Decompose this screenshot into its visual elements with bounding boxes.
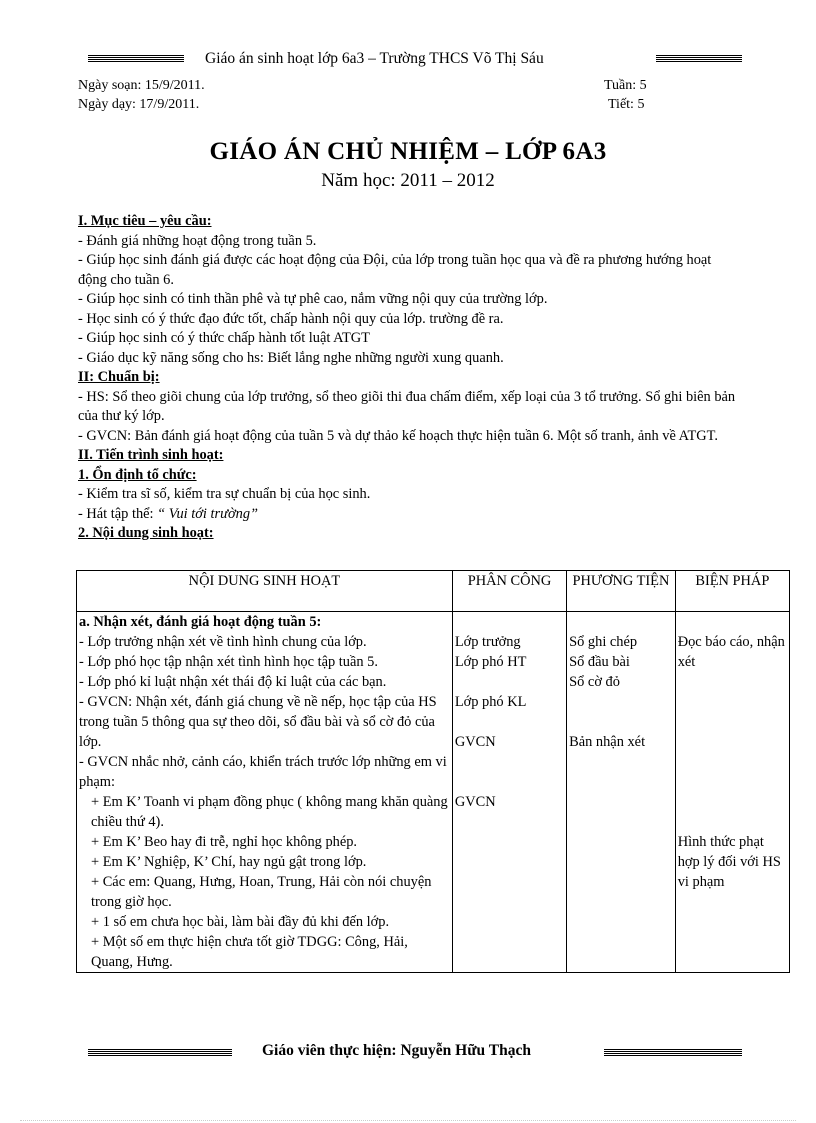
header-means: PHƯƠNG TIỆN	[567, 571, 676, 612]
organize-heading: 1. Ổn định tổ chức:	[78, 466, 197, 483]
header-content: NỘI DUNG SINH HOẠT	[77, 571, 453, 612]
period-number: Tiết: 5	[608, 97, 645, 112]
objectives-heading: I. Mục tiêu – yêu cầu:	[78, 213, 212, 229]
objective-line: - Giúp học sinh có ý thức chấp hành tốt luật ATGT	[78, 330, 370, 346]
content-line: - Lớp phó học tập nhận xét tình hình học tập tuần 5.	[79, 654, 378, 670]
objectives-section	[78, 212, 738, 544]
process-heading: II. Tiến trình sinh hoạt:	[78, 447, 224, 463]
measure-item: Hình thức phạt hợp lý đối với HS vi phạm	[677, 834, 781, 890]
school-year: Năm học: 2011 – 2012	[321, 170, 495, 191]
page-footer	[0, 1040, 816, 1064]
assign-item: GVCN	[454, 794, 496, 810]
means-item: Sổ ghi chép	[569, 634, 638, 650]
document-title: GIÁO ÁN CHỦ NHIỆM – LỚP 6A3	[209, 138, 607, 165]
objective-line: - Giúp học sinh có tinh thần phê và tự phê cao, nắm vững nội quy của trường lớp.	[78, 291, 548, 307]
means-item: Bản nhận xét	[569, 734, 646, 750]
content-line: - Lớp trưởng nhận xét về tình hình chung của lớp.	[79, 634, 367, 650]
preparation-heading: II: Chuẩn bị:	[78, 369, 160, 385]
header-rule-left	[88, 55, 184, 62]
assign-item: Lớp phó HT	[454, 654, 527, 670]
violation-line: + Các em: Quang, Hưng, Hoan, Trung, Hải còn nói chuyện trong giờ học.	[91, 874, 432, 910]
objective-line: - Giáo dục kỹ năng sống cho hs: Biết lắng nghe những người xung quanh.	[78, 349, 504, 366]
assign-item: GVCN	[454, 734, 496, 750]
content-line: - GVCN nhắc nhở, cảnh cáo, khiển trách trước lớp những em vi phạm:	[79, 754, 447, 790]
preparation-line: - GVCN: Bản đánh giá hoạt động của tuần 5 và dự thảo kế hoạch thực hiện tuần 6. Một số tranh, ảnh về ATGT.	[78, 427, 718, 444]
objective-line: - Học sinh có ý thức đạo đức tốt, chấp hành nội quy của lớp. trường đề ra.	[78, 310, 504, 327]
teach-date: Ngày dạy: 17/9/2011.	[78, 97, 200, 112]
activity-table	[76, 570, 790, 973]
assign-item: Lớp trưởng	[454, 634, 521, 650]
header-assign: PHÂN CÔNG	[452, 571, 566, 612]
table-section-title: a. Nhận xét, đánh giá hoạt động tuần 5:	[79, 614, 322, 630]
song-prefix: - Hát tập thể:	[78, 505, 158, 522]
means-item: Sổ cờ đỏ	[569, 674, 620, 690]
assign-item: Lớp phó KL	[454, 694, 527, 710]
objective-line: - Giúp học sinh đánh giá được các hoạt động của Đội, của lớp trong tuần học qua và đề ra phương hướng hoạt động cho tuần 6.	[78, 252, 712, 288]
song-title: “ Vui tới trường”	[157, 505, 259, 522]
violation-line: + Một số em thực hiện chưa tốt giờ TDGG: Công, Hải, Quang, Hưng.	[91, 934, 408, 970]
header-rule-right	[656, 55, 742, 62]
footer-title: Giáo viên thực hiện: Nguyễn Hữu Thạch	[262, 1042, 531, 1059]
header-measure: BIỆN PHÁP	[675, 571, 789, 612]
footer-rule-left	[88, 1049, 232, 1056]
violation-line: + Em K’ Beo hay đi trễ, nghỉ học không phép.	[91, 834, 358, 850]
table-header-row	[77, 571, 790, 612]
content-line: - Lớp phó kỉ luật nhận xét thái độ kỉ luật của các bạn.	[79, 674, 387, 690]
preparation-line: - HS: Sổ theo giõi chung của lớp trưởng, sổ theo giõi thi đua chấm điểm, xếp loại của 3 tổ trưởng. Sổ ghi biên bản của thư ký lớp.	[78, 388, 736, 424]
violation-line: + Em K’ Toanh vi phạm đồng phục ( không mang khăn quàng chiều thứ 4).	[91, 794, 448, 830]
prep-date: Ngày soạn: 15/9/2011.	[78, 78, 205, 93]
assign-cell	[452, 612, 566, 973]
objective-line: - Đánh giá những hoạt động trong tuần 5.	[78, 232, 317, 249]
content-cell	[77, 612, 453, 973]
page-header	[0, 48, 816, 72]
organize-line: - Kiểm tra sĩ số, kiểm tra sự chuẩn bị của học sinh.	[78, 486, 371, 502]
table-row	[77, 612, 790, 973]
content-line: - GVCN: Nhận xét, đánh giá chung về nề nếp, học tập của HS trong tuần 5 thông qua sự theo dõi, sổ đầu bài và sổ cờ đỏ của lớp.	[79, 694, 437, 750]
violation-line: + 1 số em chưa học bài, làm bài đầy đủ khi đến lớp.	[91, 914, 390, 930]
measure-item: Đọc báo cáo, nhận xét	[677, 634, 785, 670]
week-number: Tuần: 5	[604, 78, 647, 93]
song-line	[78, 505, 738, 525]
means-item: Sổ đầu bài	[569, 654, 630, 670]
content-heading: 2. Nội dung sinh hoạt:	[78, 525, 214, 541]
footer-rule-right	[604, 1049, 742, 1056]
violation-line: + Em K’ Nghiệp, K’ Chí, hay ngủ gật trong lớp.	[91, 854, 367, 870]
page-bottom-edge	[20, 1120, 796, 1121]
means-cell	[567, 612, 676, 973]
measure-cell	[675, 612, 789, 973]
header-title: Giáo án sinh hoạt lớp 6a3 – Trường THCS Võ Thị Sáu	[205, 50, 544, 67]
